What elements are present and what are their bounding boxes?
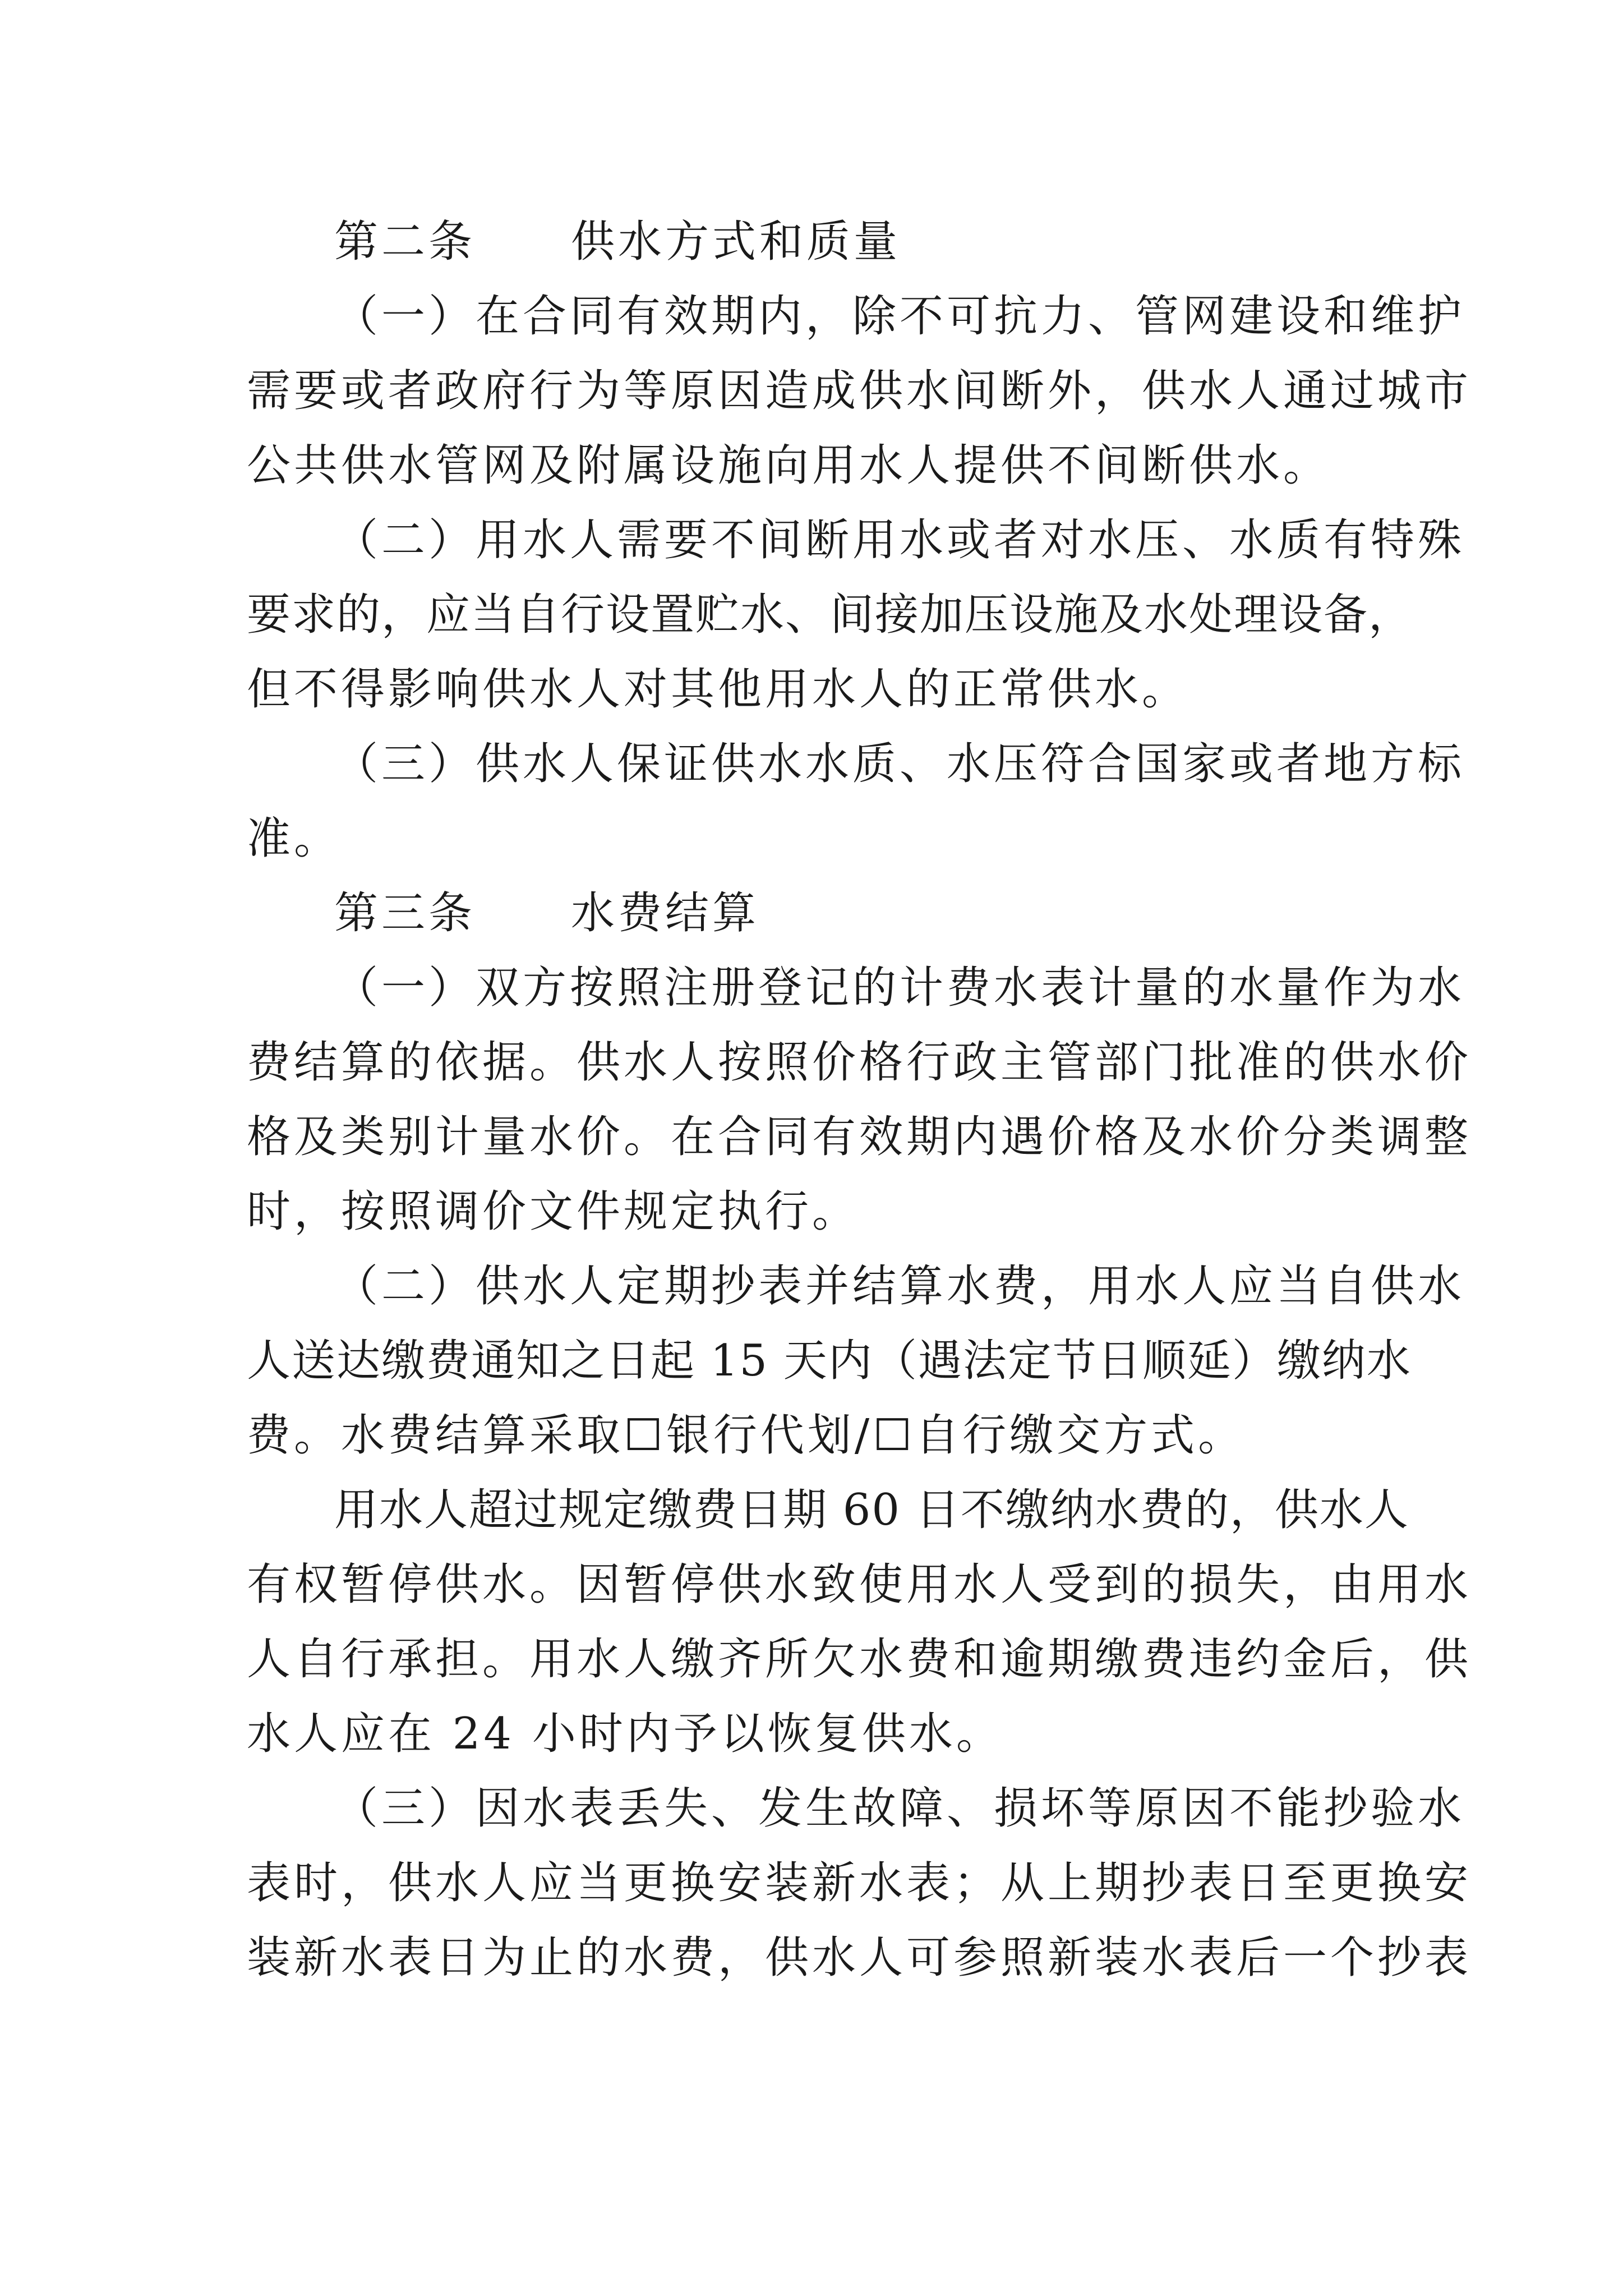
paragraph-line: （二）用水人需要不间断用水或者对水压、水质有特殊 bbox=[334, 515, 1465, 565]
paragraph-line: 需要或者政府行为等原因造成供水间断外，供水人通过城市 bbox=[247, 366, 1472, 416]
paragraph-line: 费。水费结算采取☐银行代划/☐自行缴交方式。 bbox=[247, 1410, 1246, 1461]
paragraph-line: 装新水表日为止的水费，供水人可参照新装水表后一个抄表 bbox=[247, 1932, 1472, 1983]
article-title: 水费结算 bbox=[571, 888, 760, 938]
paragraph-line: 时，按照调价文件规定执行。 bbox=[247, 1186, 860, 1237]
article-number: 第三条 bbox=[334, 888, 476, 938]
paragraph-line: 人送达缴费通知之日起 15 天内（遇法定节日顺延）缴纳水 bbox=[247, 1336, 1412, 1386]
paragraph-line: （三）供水人保证供水水质、水压符合国家或者地方标 bbox=[334, 739, 1465, 789]
article-title: 供水方式和质量 bbox=[571, 217, 901, 267]
paragraph-line: 水人应在 24 小时内予以恢复供水。 bbox=[247, 1709, 1003, 1759]
article-heading bbox=[247, 205, 1380, 279]
paragraph-line: 有权暂停供水。因暂停供水致使用水人受到的损失，由用水 bbox=[247, 1559, 1472, 1610]
paragraph-line: 表时，供水人应当更换安装新水表；从上期抄表日至更换安 bbox=[247, 1858, 1472, 1908]
paragraph-line: 人自行承担。用水人缴齐所欠水费和逾期缴费违约金后，供 bbox=[247, 1634, 1472, 1685]
paragraph-line: 准。 bbox=[247, 813, 342, 864]
paragraph-line: 用水人超过规定缴费日期 60 日不缴纳水费的，供水人 bbox=[334, 1485, 1409, 1535]
paragraph-line: 费结算的依据。供水人按照价格行政主管部门批准的供水价 bbox=[247, 1037, 1472, 1088]
article-number: 第二条 bbox=[334, 217, 476, 267]
paragraph-line: 但不得影响供水人对其他用水人的正常供水。 bbox=[247, 664, 1189, 715]
paragraph-line: （一）在合同有效期内，除不可抗力、管网建设和维护 bbox=[334, 291, 1465, 342]
paragraph-line: 要求的，应当自行设置贮水、间接加压设施及水处理设备， bbox=[247, 590, 1414, 640]
paragraph-line: （一）双方按照注册登记的计费水表计量的水量作为水 bbox=[334, 963, 1465, 1013]
document-body bbox=[247, 205, 1472, 1995]
paragraph-line: 格及类别计量水价。在合同有效期内遇价格及水价分类调整 bbox=[247, 1112, 1472, 1162]
paragraph-line: （二）供水人定期抄表并结算水费，用水人应当自供水 bbox=[334, 1261, 1465, 1312]
article-heading bbox=[247, 876, 1380, 951]
paragraph-line: 公共供水管网及附属设施向用水人提供不间断供水。 bbox=[247, 440, 1331, 491]
paragraph-line: （三）因水表丢失、发生故障、损坏等原因不能抄验水 bbox=[334, 1783, 1465, 1834]
